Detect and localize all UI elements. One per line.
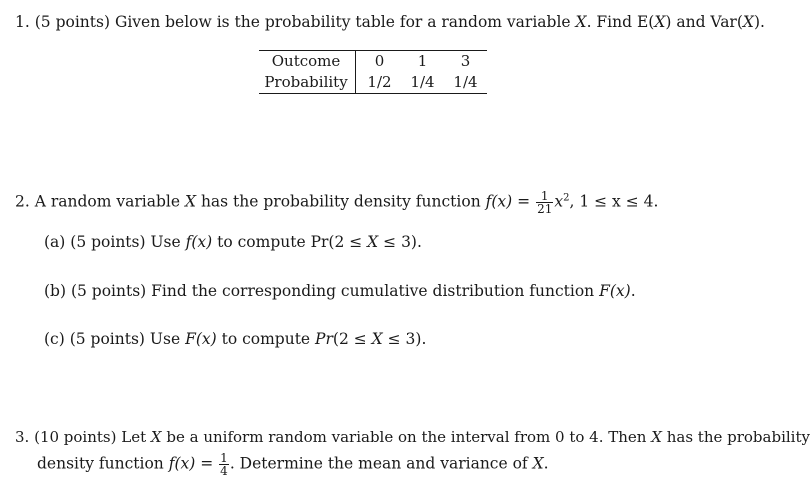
- table-cell: 1/4: [453, 73, 478, 91]
- question-3-continued: density function f(x) = $\frac{1}{4}$ . Determine the mean and variance of X.: [37, 451, 549, 478]
- question-2-text: A random variable: [34, 192, 181, 211]
- question-3-number: 3.: [15, 428, 30, 446]
- question-2b: (b) (5 points) Find the corresponding cumulative distribution function F(x).: [44, 282, 636, 300]
- domain-range: , 1 ≤ x ≤ 4.: [569, 192, 659, 211]
- table-row-probability: [259, 72, 487, 93]
- table-cell: 1/2: [367, 73, 392, 91]
- table-row-outcome: [259, 51, 487, 72]
- question-2-number: 2.: [15, 192, 30, 211]
- variable-x: X: [150, 428, 162, 446]
- table-cell: 1: [417, 52, 428, 70]
- question-1-points: (5 points): [34, 13, 110, 31]
- table-cell: 3: [460, 52, 471, 70]
- probability-table: [259, 50, 487, 94]
- density-function: f(x) =: [485, 192, 531, 211]
- question-3: 3. (10 points) Let X be a uniform random variable on the interval from 0 to 4. Then X has the probability: [15, 428, 810, 446]
- variable-x: X: [575, 13, 587, 31]
- question-3-points: (10 points): [34, 428, 117, 446]
- question-2c: (c) (5 points) Use F(x) to compute Pr(2 ≤ X ≤ 3).: [44, 330, 427, 348]
- variable-x: X: [184, 192, 197, 211]
- fraction: $\frac{1}{21}$: [537, 189, 553, 216]
- fraction: $\frac{1}{4}$: [220, 451, 228, 478]
- question-1: 1. (5 points) Given below is the probability table for a random variable X. Find E(X) and Var(X).: [15, 13, 765, 31]
- density-function: f(x) =: [168, 454, 214, 473]
- table-cell: 1/4: [410, 73, 435, 91]
- question-2: 2. A random variable X has the probability density function f(x) = $\frac{1}{21}$ $x^2$, 1 ≤ x ≤ 4.: [15, 189, 659, 216]
- question-1-text: Given below is the probability table for a random variable: [114, 13, 571, 31]
- question-1-number: 1.: [15, 13, 30, 31]
- question-2a: (a) (5 points) Use f(x) to compute Pr(2 ≤ X ≤ 3).: [44, 233, 422, 251]
- table-cell: 0: [374, 52, 385, 70]
- table-row-label: Outcome: [259, 51, 356, 72]
- table-row-label: Probability: [259, 72, 356, 93]
